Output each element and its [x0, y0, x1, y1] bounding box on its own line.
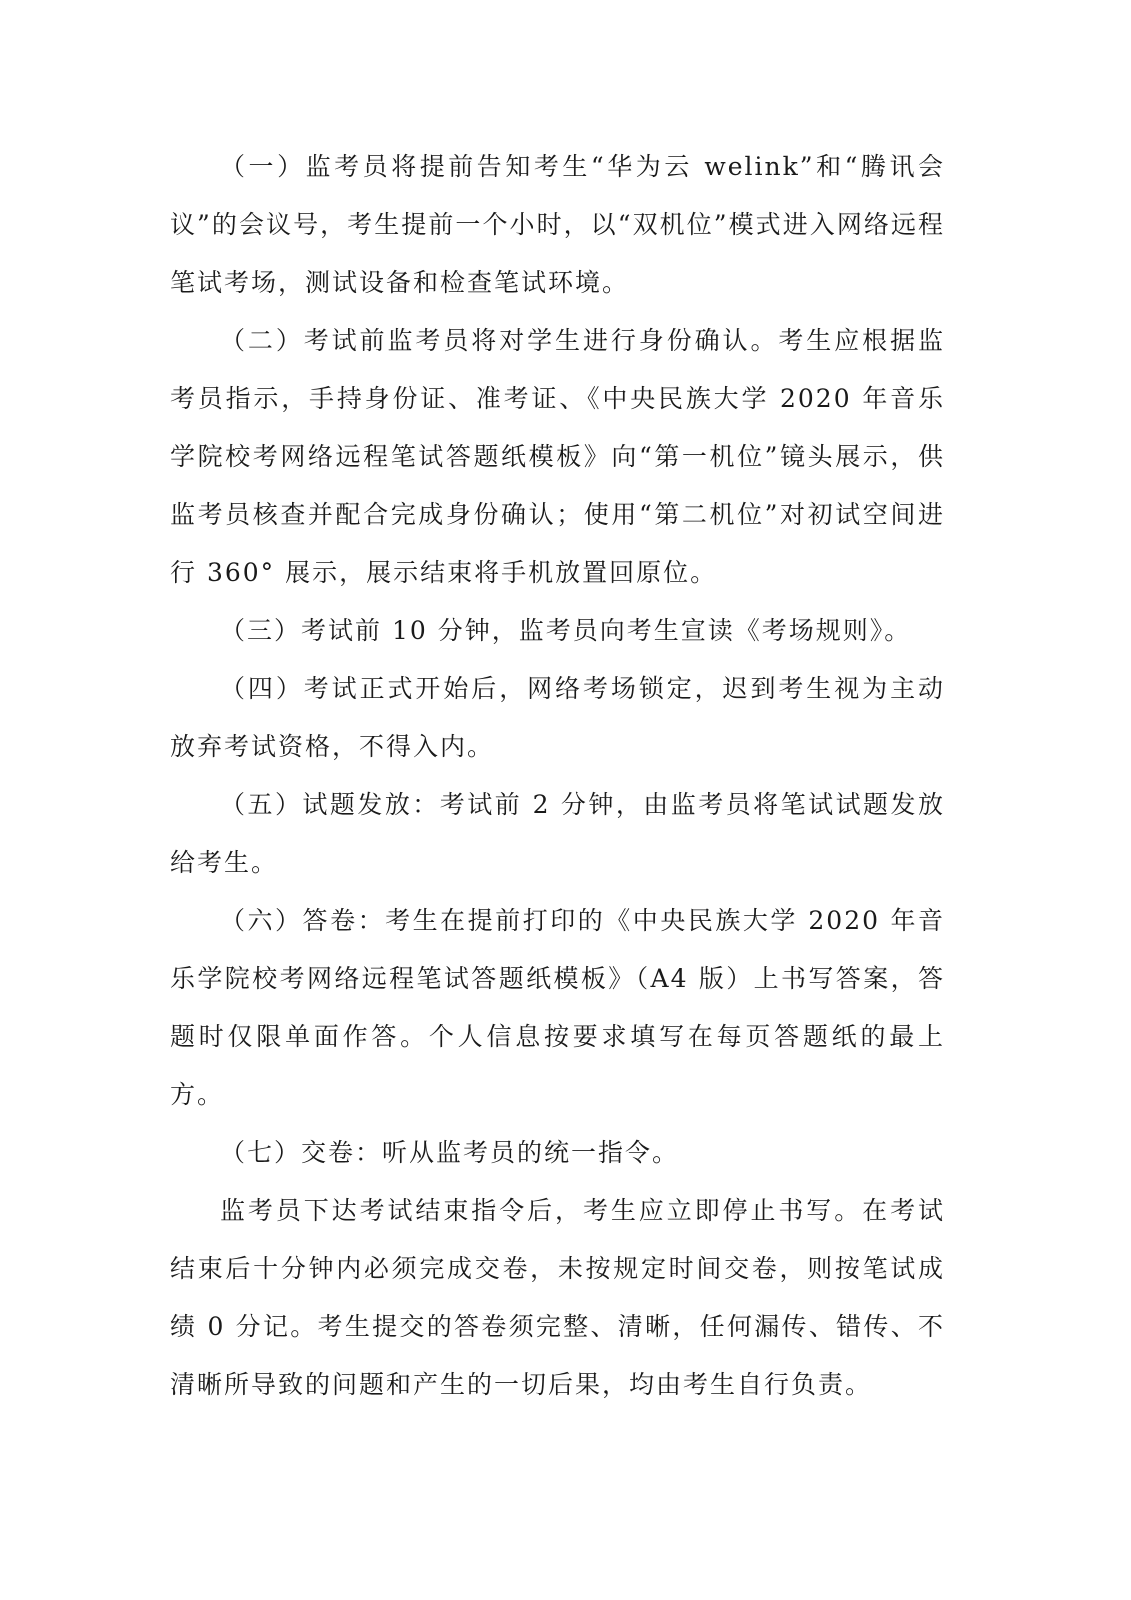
paragraph-1: （一）监考员将提前告知考生“华为云 welink”和“腾讯会议”的会议号，考生提前一个小时，以“双机位”模式进入网络远程笔试考场，测试设备和检查笔试环境。 [170, 152, 945, 297]
paragraph-4: （四）考试正式开始后，网络考场锁定，迟到考生视为主动放弃考试资格，不得入内。 [170, 674, 945, 761]
paragraph-6: （六）答卷：考生在提前打印的《中央民族大学 2020 年音乐学院校考网络远程笔试答题纸模板》（A4 版）上书写答案，答题时仅限单面作答。个人信息按要求填写在每页答题纸的最上方。 [170, 906, 945, 1109]
paragraph-7: （七）交卷：听从监考员的统一指令。 [220, 1138, 680, 1167]
document-body [170, 138, 945, 1414]
paragraph-5: （五）试题发放：考试前 2 分钟，由监考员将笔试试题发放给考生。 [170, 790, 945, 877]
paragraph-2: （二）考试前监考员将对学生进行身份确认。考生应根据监考员指示，手持身份证、准考证、《中央民族大学 2020 年音乐学院校考网络远程笔试答题纸模板》向“第一机位”镜头展示，供监考员核查并配合完成身份确认；使用“第二机位”对初试空间进行 360° 展示，展示结束将手机放置回原位。 [170, 326, 945, 587]
paragraph-8: 监考员下达考试结束指令后，考生应立即停止书写。在考试结束后十分钟内必须完成交卷，未按规定时间交卷，则按笔试成绩 0 分记。考生提交的答卷须完整、清晰，任何漏传、错传、不清晰所导致的问题和产生的一切后果，均由考生自行负责。 [170, 1196, 945, 1399]
paragraph-3: （三）考试前 10 分钟，监考员向考生宣读《考场规则》。 [220, 616, 912, 645]
